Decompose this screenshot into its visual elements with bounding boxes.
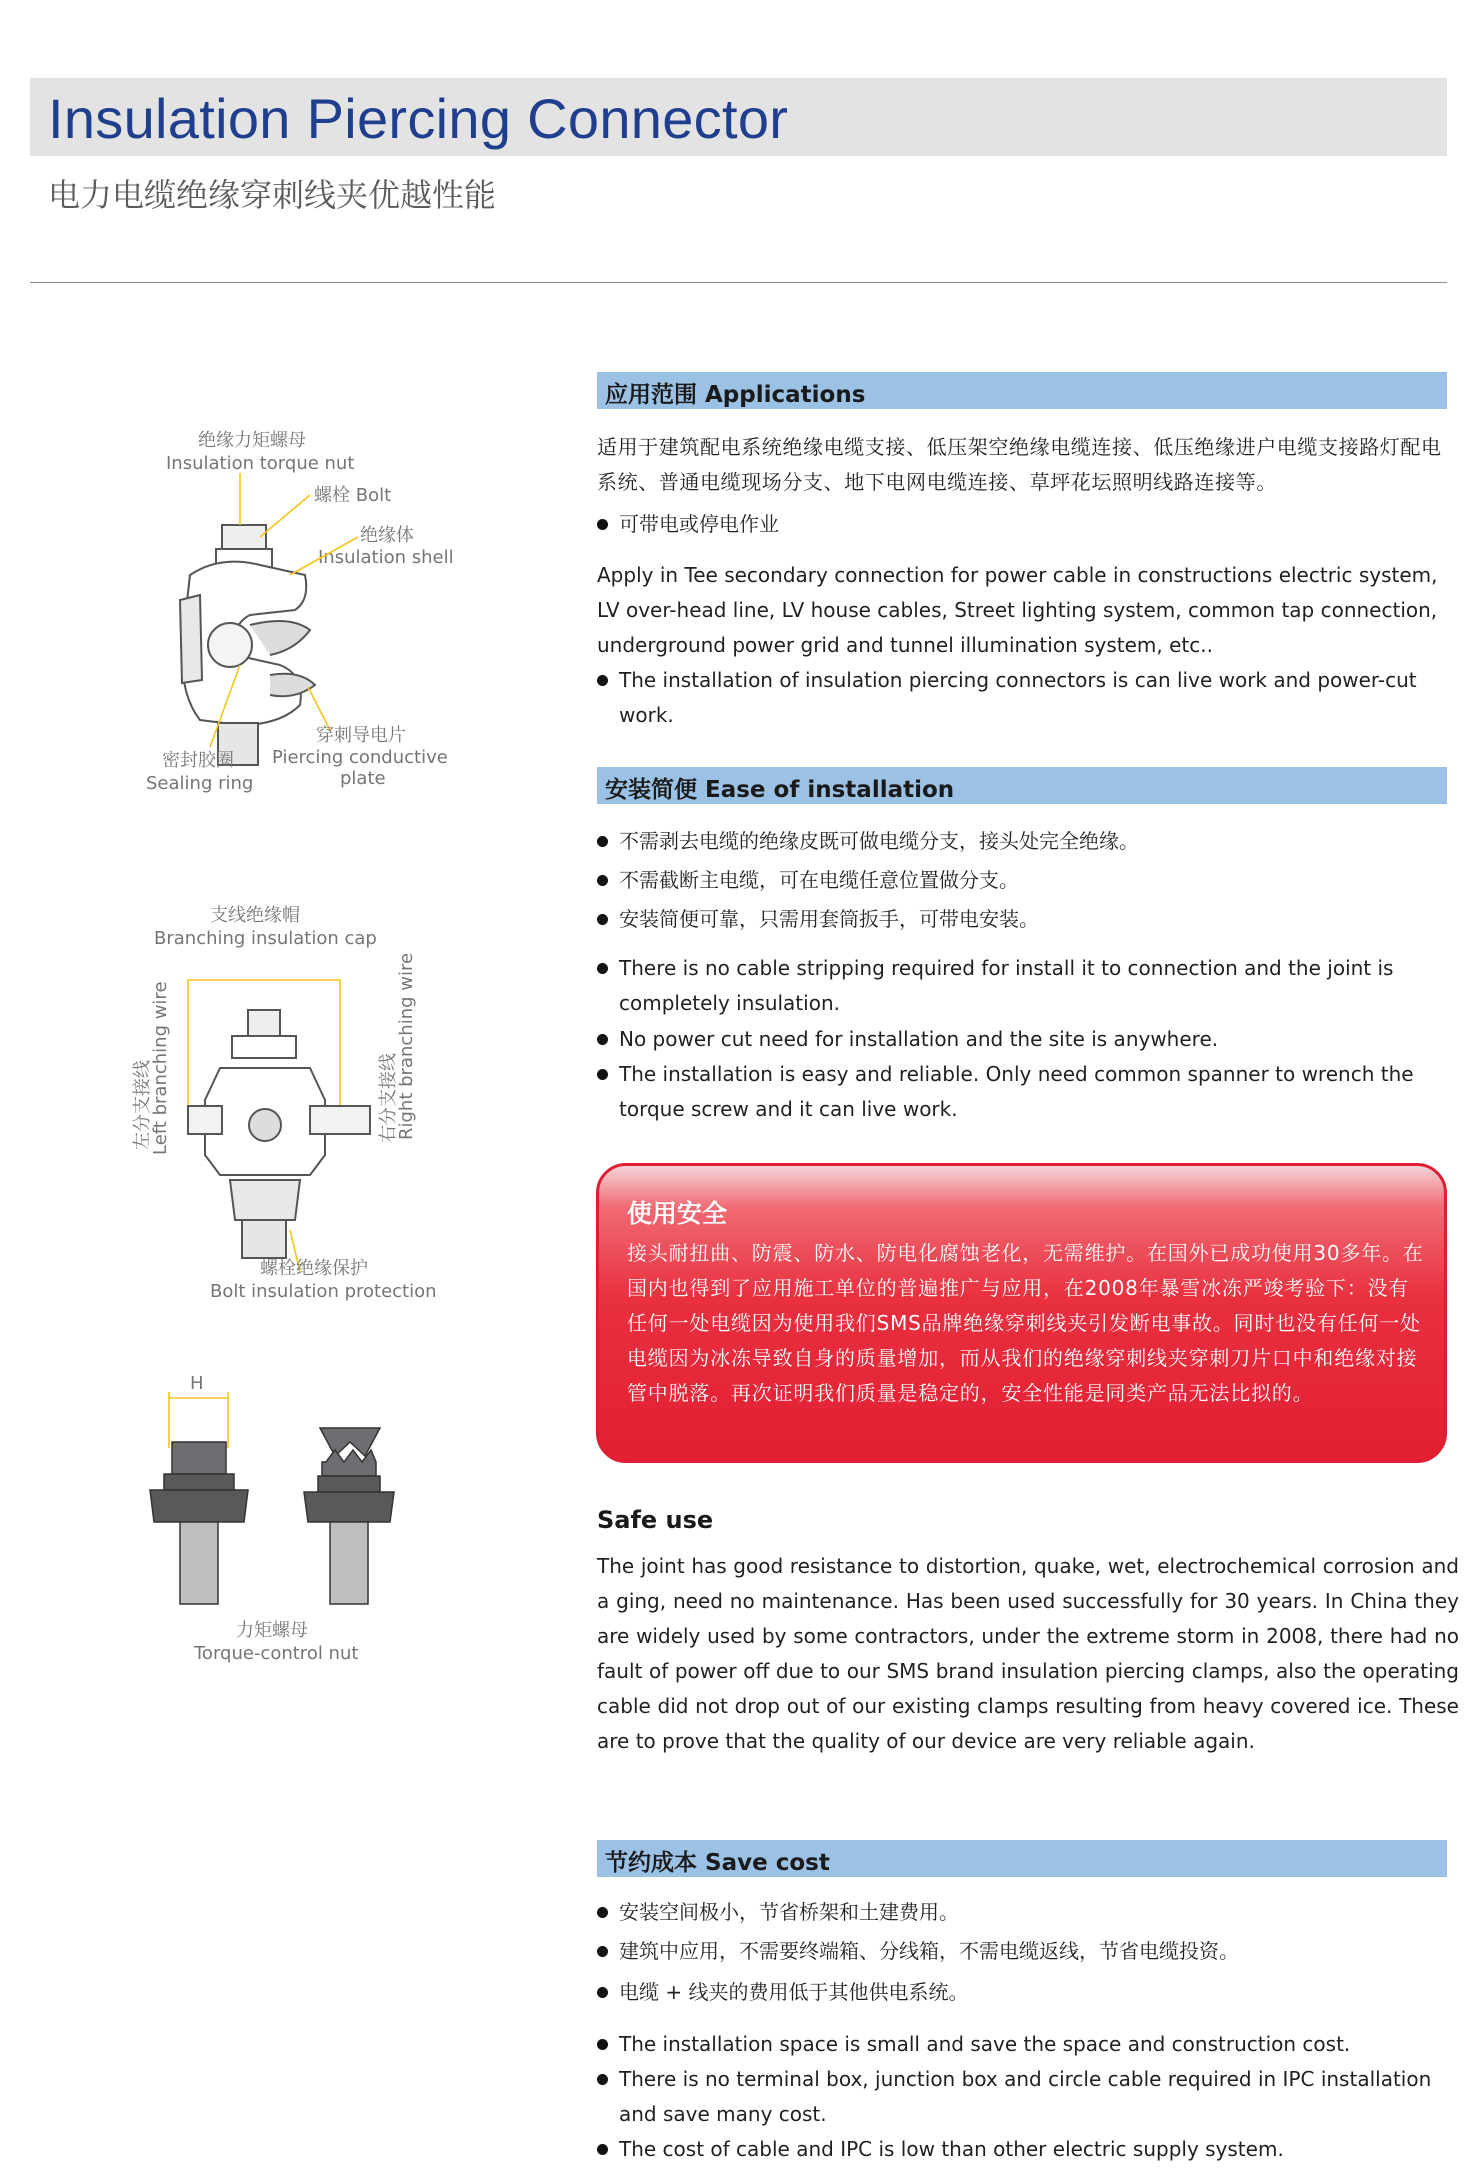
cap-label-en: Branching insulation cap [154, 928, 377, 949]
torque-nut-drawing [140, 1370, 420, 1630]
save-cost-cn-bullet: 建筑中应用，不需要终端箱、分线箱，不需电缆返线，节省电缆投资。 [597, 1934, 1459, 1969]
ease-cn-bullet: 不需截断主电缆，可在电缆任意位置做分支。 [597, 863, 1459, 898]
ease-heading: 安装简便 Ease of installation [605, 777, 955, 803]
applications-en-text: Apply in Tee secondary connection for power cable in constructions electric system, LV over-head line, LV house cables, Street lighting system, common tap connection, underground power grid and tunnel illumination system, etc.. [597, 563, 1438, 657]
page-subtitle: 电力电缆绝缘穿刺线夹优越性能 [48, 176, 497, 214]
piercing-label-cn: 穿刺导电片 [316, 725, 406, 746]
piercing-label-en1: Piercing conductive [272, 747, 448, 768]
safety-callout-box [596, 1163, 1447, 1463]
sealing-label-cn: 密封胶圈 [162, 750, 234, 771]
h-dimension-label: H [190, 1373, 204, 1394]
ease-en-bullet: No power cut need for installation and the site is anywhere. [597, 1022, 1459, 1057]
applications-en-bullet: The installation of insulation piercing connectors is can live work and power-cut work. [597, 663, 1459, 733]
left-branch-label-cn: 左分支接线 [132, 1060, 153, 1150]
safe-use-heading: Safe use [597, 1506, 714, 1534]
connector-structure-figure [130, 425, 490, 805]
right-branch-label-cn: 右分支接线 [378, 1053, 399, 1143]
save-cost-heading-bar [597, 1840, 1447, 1877]
ease-cn-bullet: 不需剥去电缆的绝缘皮既可做电缆分支，接头处完全绝缘。 [597, 824, 1459, 859]
torque-nut-label-cn: 绝缘力矩螺母 [198, 430, 306, 451]
page-title: Insulation Piercing Connector [48, 87, 789, 150]
applications-cn-bullet: 可带电或停电作业 [597, 507, 1459, 542]
ease-en-bullet: There is no cable stripping required for install it to connection and the joint is completely insulation. [597, 951, 1459, 1021]
torque-control-label-en: Torque-control nut [194, 1643, 359, 1664]
save-cost-cn-bullet: 安装空间极小，节省桥架和土建费用。 [597, 1895, 1459, 1930]
applications-cn-text: 适用于建筑配电系统绝缘电缆支接、低压架空绝缘电缆连接、低压绝缘进户电缆支接路灯配电系统、普通电缆现场分支、地下电网电缆连接、草坪花坛照明线路连接等。 [597, 435, 1442, 494]
title-bar [30, 78, 1447, 156]
sealing-label-en: Sealing ring [146, 773, 254, 794]
ease-en-bullet: The installation is easy and reliable. Only need common spanner to wrench the torque screw and it can live work. [597, 1057, 1459, 1127]
header-divider [30, 282, 1447, 283]
shell-label-cn: 绝缘体 [360, 525, 414, 546]
save-cost-heading: 节约成本 Save cost [605, 1850, 830, 1876]
torque-nut-label-en: Insulation torque nut [166, 453, 355, 474]
save-cost-en-bullet: The cost of cable and IPC is low than other electric supply system. [597, 2132, 1459, 2167]
safety-callout-text: 接头耐扭曲、防震、防水、防电化腐蚀老化，无需维护。在国外已成功使用30多年。在国内也得到了应用施工单位的普遍推广与应用，在2008年暴雪冰冻严竣考验下：没有任何一处电缆因为使用我们SMS品牌绝缘穿刺线夹引发断电事故。同时也没有任何一处电缆因为冰冻导致自身的质量增加，而从我们的绝缘穿刺线夹穿刺刀片口中和绝缘对接管中脱落。再次证明我们质量是稳定的，安全性能是同类产品无法比拟的。 [627, 1241, 1424, 1405]
ease-cn-bullet: 安装简便可靠，只需用套筒扳手，可带电安装。 [597, 902, 1459, 937]
branching-drawing [120, 900, 460, 1300]
applications-heading: 应用范围 Applications [605, 382, 866, 408]
ease-heading-bar [597, 767, 1447, 804]
piercing-label-en2: plate [340, 768, 386, 789]
save-cost-en-bullet: The installation space is small and save the space and construction cost. [597, 2027, 1459, 2062]
save-cost-cn-bullet: 电缆 + 线夹的费用低于其他供电系统。 [597, 1975, 1459, 2010]
safety-callout-title: 使用安全 [627, 1199, 728, 1228]
right-branch-label-en: Right branching wire [396, 952, 417, 1140]
torque-nut-figure [140, 1370, 420, 1670]
applications-heading-bar [597, 372, 1447, 409]
safe-use-text: The joint has good resistance to distortion, quake, wet, electrochemical corrosion and a ging, need no maintenance. Has been used successfully for 30 years. In China they are widely used by some contractors, under the extreme storm in 2008, there had no fault of power off due to our SMS brand insulation piercing clamps, also the operating cable did not drop out of our existing clamps resulting from heavy covered ice. These are to prove that the quality of our device are very reliable again. [597, 1554, 1459, 1753]
bolt-protection-label-en: Bolt insulation protection [210, 1281, 437, 1302]
shell-label-en: Insulation shell [318, 547, 454, 568]
bolt-label: 螺栓 Bolt [314, 485, 392, 506]
cap-label-cn: 支线绝缘帽 [210, 905, 300, 926]
save-cost-en-bullet: There is no terminal box, junction box and circle cable required in IPC installation and save many cost. [597, 2062, 1459, 2132]
bolt-protection-label-cn: 螺栓绝缘保护 [260, 1258, 368, 1279]
branching-figure [120, 900, 460, 1300]
torque-control-label-cn: 力矩螺母 [236, 1620, 308, 1641]
left-branch-label-en: Left branching wire [150, 981, 171, 1155]
